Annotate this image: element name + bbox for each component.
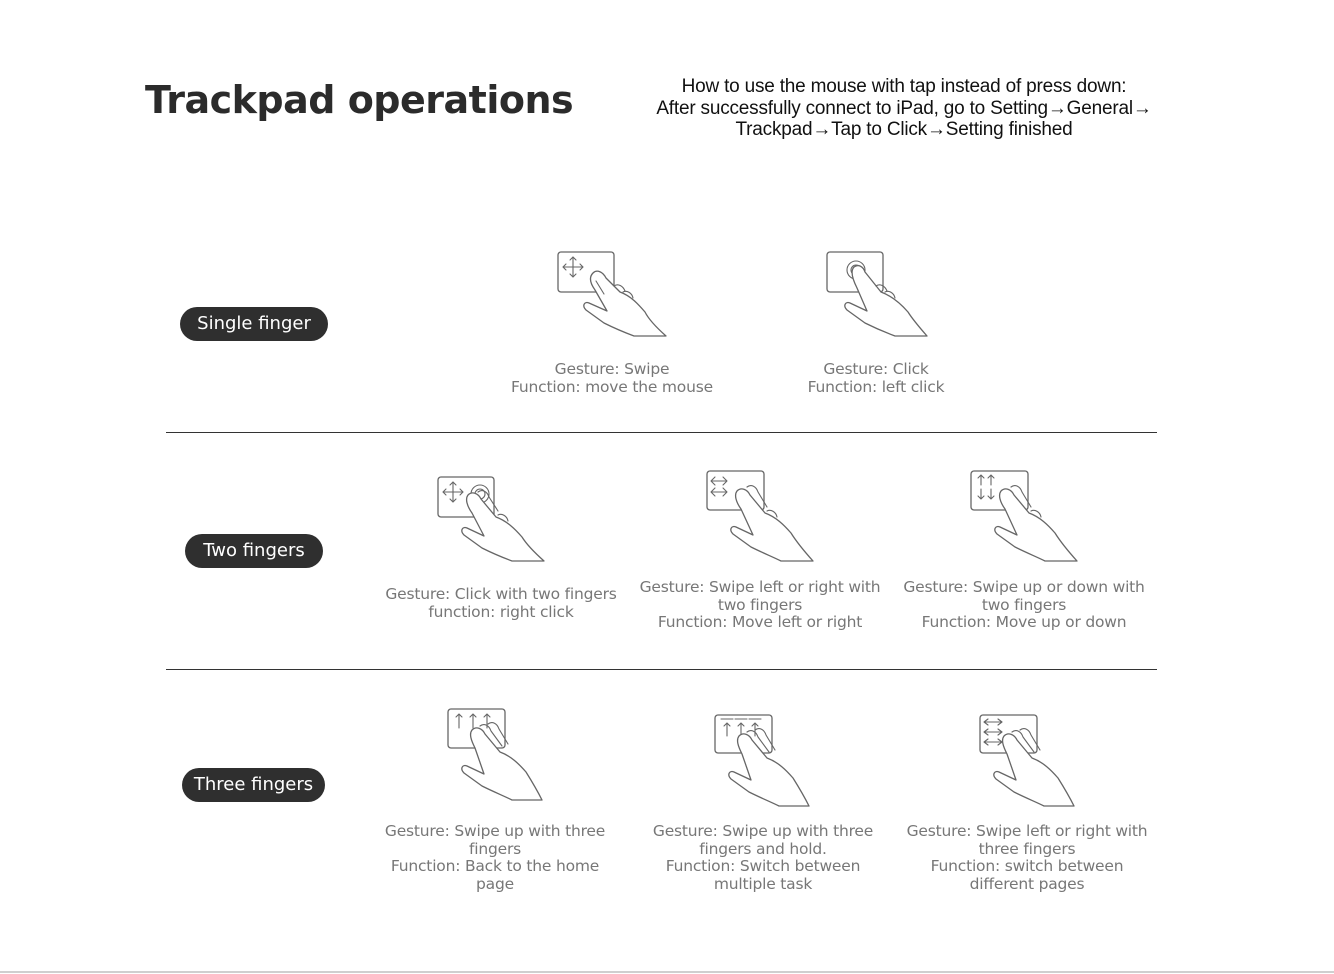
caption-line: Gesture: Click [823,360,929,378]
gesture-caption [646,823,880,893]
caption-line: Gesture: Swipe [554,360,670,378]
section-label-single-finger: Single finger [180,307,328,341]
gesture-caption [631,579,889,632]
swipe-move-icon [552,248,672,340]
gesture-caption [896,823,1158,893]
caption-line: fingers [468,839,521,858]
bottom-border [0,971,1334,973]
two-finger-click-icon [432,473,552,565]
instruction-line: After successfully connect to iPad, go to Setting→General→ [656,97,1152,119]
caption-line: Function: move the mouse [511,377,713,396]
caption-line: two fingers [981,595,1067,614]
caption-line: Function: Back to the home [390,857,600,876]
caption-line: Gesture: Swipe left or right with [906,822,1148,840]
caption-line: different pages [969,874,1085,893]
instruction-line: How to use the mouse with tap instead of press down: [681,76,1127,97]
caption-line: Function: Switch between [665,857,861,876]
caption-line: Function: Move up or down [921,613,1127,632]
two-finger-swipe-vertical-icon [965,467,1085,565]
tap-to-click-instructions [640,76,1168,141]
caption-line: Gesture: Swipe left or right with [639,578,881,596]
caption-line: Gesture: Click with two fingers [385,585,617,603]
section-label-two-fingers: Two fingers [185,534,323,568]
caption-line: Gesture: Swipe up with three [652,822,874,840]
three-finger-swipe-up-hold-icon [709,710,819,810]
caption-line: Gesture: Swipe up or down with [903,578,1145,596]
section-divider [166,669,1157,670]
gesture-caption [492,361,732,396]
caption-line: Function: left click [807,377,945,396]
three-finger-swipe-horizontal-icon [974,710,1084,810]
gesture-caption [892,579,1156,632]
caption-line: page [476,874,514,893]
instruction-line: Trackpad→Tap to Click→Setting finished [735,119,1073,140]
section-divider [166,432,1157,433]
two-finger-swipe-horizontal-icon [701,467,821,565]
caption-line: two fingers [717,595,803,614]
single-click-icon [821,248,941,340]
caption-line: Gesture: Swipe up with three [384,822,606,840]
gesture-caption [378,823,612,893]
caption-line: three fingers [978,839,1076,858]
three-finger-swipe-up-icon [442,704,552,804]
gesture-caption [376,586,626,621]
caption-line: Function: switch between [930,857,1124,876]
caption-line: function: right click [428,602,574,621]
caption-line: multiple task [713,874,813,893]
page-title: Trackpad operations [145,78,574,122]
caption-line: fingers and hold. [699,839,827,858]
caption-line: Function: Move left or right [657,613,863,632]
gesture-caption [776,361,976,396]
section-label-three-fingers: Three fingers [182,768,325,802]
